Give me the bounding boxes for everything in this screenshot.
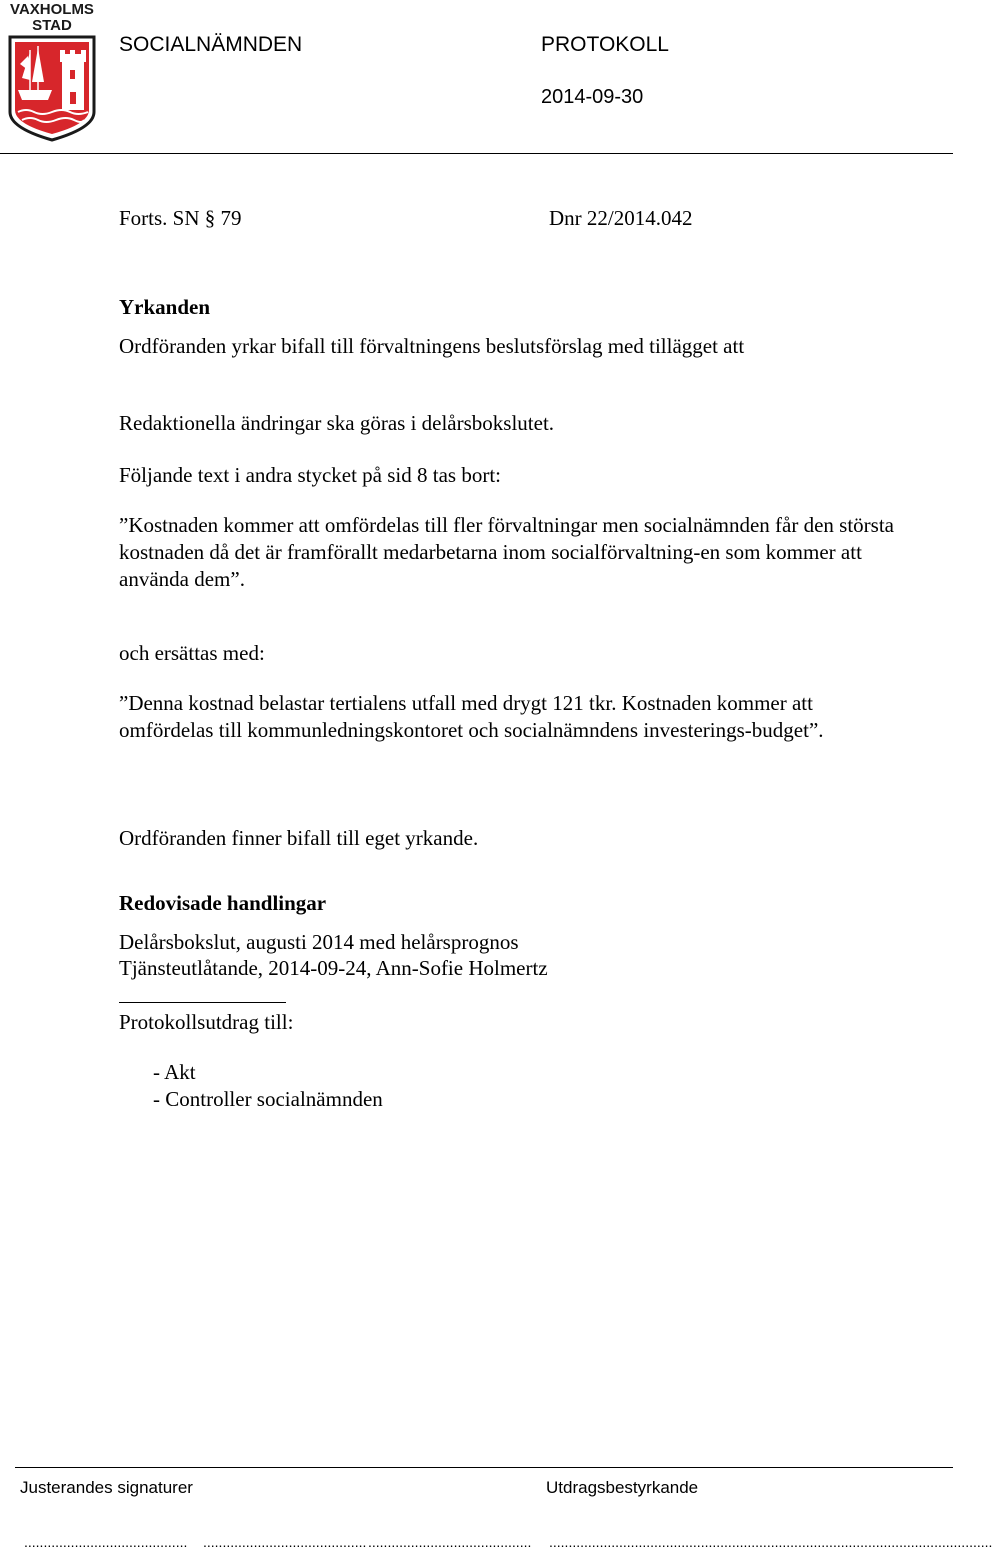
section-reference: Forts. SN § 79 [119, 206, 242, 230]
section-divider [119, 1002, 286, 1003]
paragraph-chair-finds: Ordföranden finner bifall till eget yrkande. [119, 826, 479, 850]
svg-text:VAXHOLMS: VAXHOLMS [10, 1, 94, 18]
heading-yrkanden: Yrkanden [119, 295, 211, 319]
distribution-item: - Akt [153, 1060, 196, 1084]
paragraph-motion: Ordföranden yrkar bifall till förvaltningens beslutsförslag med tillägget att [119, 334, 745, 358]
quote-replacement-text: ”Denna kostnad belastar tertialens utfall med drygt 121 tkr. Kostnaden kommer att omfördelas till kommunledningskontoret och socialnämndens investerings-budget”. [119, 691, 824, 742]
paragraph-editorial-changes: Redaktionella ändringar ska göras i delårsbokslutet. [119, 411, 555, 435]
vaxholms-stad-logo [6, 0, 98, 142]
extract-signature-line[interactable]: .................................................................................................................. [549, 1534, 992, 1550]
organization-name: SOCIALNÄMNDEN [119, 33, 303, 56]
extract-certification-label: Utdragsbestyrkande [546, 1478, 699, 1497]
distribution-item: - Controller socialnämnden [153, 1087, 383, 1111]
document-item: Delårsbokslut, augusti 2014 med helårsprognos [119, 930, 519, 954]
header-divider [0, 153, 953, 154]
document-date: 2014-09-30 [541, 86, 644, 108]
diary-number: Dnr 22/2014.042 [549, 206, 693, 230]
signature-line[interactable]: .......................................... [368, 1534, 532, 1550]
distribution-label: Protokollsutdrag till: [119, 1010, 294, 1034]
paragraph-text-removed: Följande text i andra stycket på sid 8 tas bort: [119, 463, 501, 487]
signature-line[interactable]: .......................................... [203, 1534, 367, 1550]
document-type: PROTOKOLL [541, 33, 669, 56]
signature-line[interactable]: .......................................... [24, 1534, 188, 1550]
paragraph-replaced-with: och ersättas med: [119, 641, 265, 665]
document-item: Tjänsteutlåtande, 2014-09-24, Ann-Sofie Holmertz [119, 956, 548, 980]
heading-redovisade-handlingar: Redovisade handlingar [119, 891, 327, 915]
signatures-label: Justerandes signaturer [20, 1478, 193, 1497]
footer-divider [15, 1467, 953, 1468]
quote-removed-text: ”Kostnaden kommer att omfördelas till fler förvaltningar men socialnämnden får den största kostnaden då det är framförallt medarbetarna inom socialförvaltning-en som kommer att använda dem”. [119, 513, 895, 591]
svg-text:STAD: STAD [32, 17, 72, 34]
